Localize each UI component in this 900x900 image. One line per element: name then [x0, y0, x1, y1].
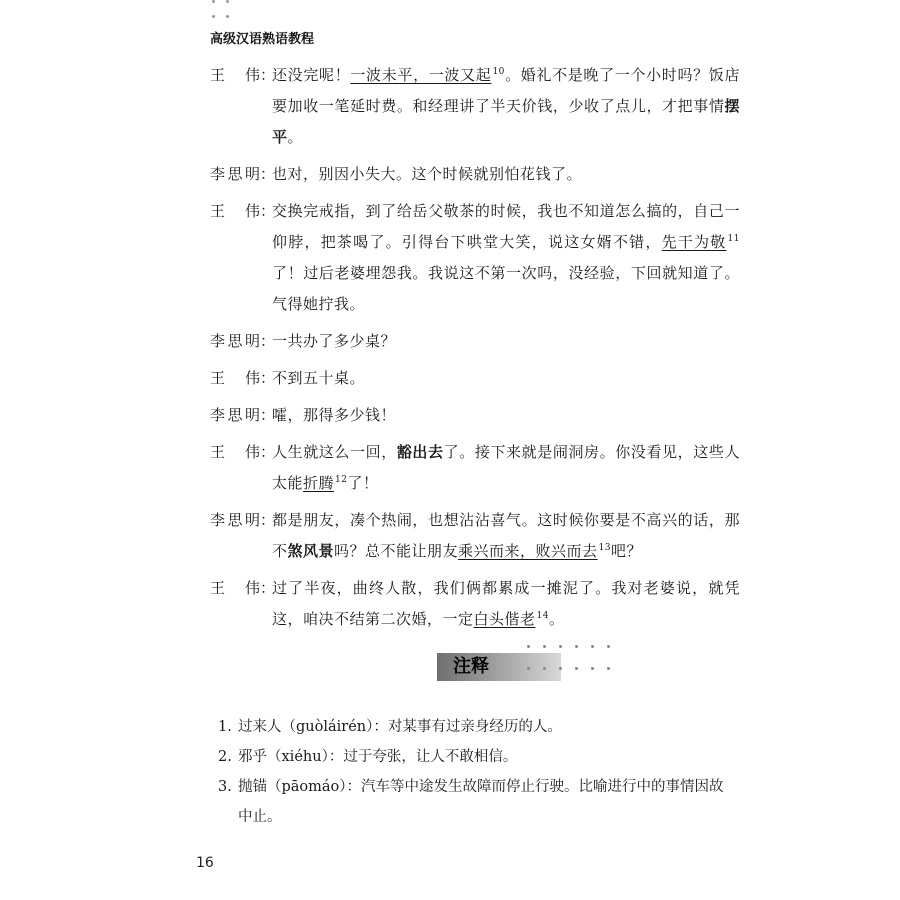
speaker-label: 李思明：	[210, 326, 272, 357]
speech-text	[272, 196, 740, 320]
idiom-bold: 煞风景	[287, 542, 335, 560]
speech-text	[272, 400, 740, 431]
dialog-entry	[210, 437, 740, 499]
footnote-marker: 12	[335, 475, 348, 485]
corner-decoration-dots	[210, 0, 250, 22]
speech-segment: 过了半夜，曲终人散，我们俩都累成一摊泥了。我对老婆说，就凭这，咱决不结第二次婚，一定	[272, 579, 740, 628]
note-item	[218, 742, 738, 772]
idiom-underlined: 白头偕老	[473, 610, 536, 628]
speaker-name: 王伟	[210, 369, 260, 387]
dialog-entry	[210, 159, 740, 190]
notes-heading	[437, 645, 617, 685]
speech-segment: 。	[548, 610, 565, 628]
dialog-entry	[210, 573, 740, 635]
speech-segment: 也对，别因小失大。这个时候就别怕花钱了。	[272, 165, 583, 183]
dialog-entry	[210, 363, 740, 394]
speaker-name: 李思明	[210, 406, 260, 424]
speech-text	[272, 573, 740, 635]
speech-segment: 。	[287, 128, 304, 146]
footnote-marker: 14	[536, 611, 549, 621]
page-number: 16	[196, 855, 214, 871]
dialog-section	[210, 60, 740, 641]
speech-segment: 了！	[347, 474, 379, 492]
idiom-underlined: 折腾	[303, 474, 335, 492]
speaker-label: 王伟：	[210, 573, 272, 635]
speech-segment: 嚯，那得多少钱！	[272, 406, 397, 424]
speech-text	[272, 60, 740, 153]
dialog-entry	[210, 505, 740, 567]
speaker-label: 李思明：	[210, 159, 272, 190]
note-number: 3.	[218, 779, 232, 795]
speech-segment: 不到五十桌。	[272, 369, 366, 387]
speaker-name: 王伟	[210, 202, 260, 220]
note-text: 抛锚（pāomáo）：汽车等中途发生故障而停止行驶。比喻进行中的事情因故中止。	[238, 779, 724, 825]
speaker-name: 李思明	[210, 165, 260, 183]
speech-text	[272, 159, 740, 190]
speech-segment: 交换完戒指，到了给岳父敬茶的时候，我也不知道怎么搞的，自己一仰脖，把茶喝了。引得台下哄堂大笑，说这女婿不错，	[272, 202, 740, 251]
speaker-label: 王伟：	[210, 437, 272, 499]
speech-text	[272, 363, 740, 394]
speech-segment: 还没完呢！	[272, 66, 351, 84]
idiom-bold: 豁出去	[396, 443, 444, 461]
speech-segment: 。婚礼不是晚了一个小时吗？饭店要加收一笔延时费。和经理讲了半天价钱，少收了点儿，才把事情	[272, 66, 740, 115]
speech-text	[272, 437, 740, 499]
speaker-label: 王伟：	[210, 60, 272, 153]
footnote-marker: 13	[598, 543, 612, 553]
idiom-bold: 摆平	[272, 97, 740, 146]
speaker-label: 李思明：	[210, 400, 272, 431]
speech-segment: 吧？	[611, 542, 643, 560]
note-item	[218, 712, 738, 742]
dialog-entry	[210, 400, 740, 431]
speaker-label: 王伟：	[210, 363, 272, 394]
notes-list	[218, 712, 738, 832]
note-number: 2.	[218, 749, 232, 765]
speech-text	[272, 326, 740, 357]
idiom-underlined: 先干为敬	[661, 233, 727, 251]
footnote-marker: 10	[492, 67, 505, 77]
idiom-underlined: 乘兴而来，败兴而去	[458, 542, 598, 560]
speech-segment: 一共办了多少桌？	[272, 332, 397, 350]
speech-segment: 吗？总不能让朋友	[334, 542, 459, 560]
speaker-name: 王伟	[210, 66, 260, 84]
note-item	[218, 772, 738, 832]
speech-segment: 都是朋友，凑个热闹，也想沾沾喜气。这时候你要是不高兴的话，那不	[272, 511, 740, 560]
speaker-label: 李思明：	[210, 505, 272, 567]
speech-text	[272, 505, 740, 567]
notes-title: 注释	[437, 653, 561, 681]
speaker-name: 王伟	[210, 579, 260, 597]
note-number: 1.	[218, 719, 232, 735]
speech-segment: 了。接下来就是闹洞房。你没看见，这些人太能	[272, 443, 740, 492]
note-text: 过来人（guòláirén）：对某事有过亲身经历的人。	[238, 719, 562, 735]
dialog-entry	[210, 60, 740, 153]
speaker-name: 王伟	[210, 443, 260, 461]
dialog-entry	[210, 196, 740, 320]
idiom-underlined: 一波未平，一波又起	[350, 66, 492, 84]
speech-segment: 了！过后老婆埋怨我。我说这不第一次吗，没经验，下回就知道了。气得她拧我。	[272, 264, 740, 313]
book-title-header: 高级汉语熟语教程	[210, 32, 315, 47]
footnote-marker: 11	[727, 234, 740, 244]
speaker-name: 李思明	[210, 332, 260, 350]
dialog-entry	[210, 326, 740, 357]
speaker-label: 王伟：	[210, 196, 272, 320]
note-text: 邪乎（xiéhu）：过于夸张，让人不敢相信。	[238, 749, 518, 765]
speaker-name: 李思明	[210, 511, 260, 529]
speech-segment: 人生就这么一回，	[272, 443, 397, 461]
